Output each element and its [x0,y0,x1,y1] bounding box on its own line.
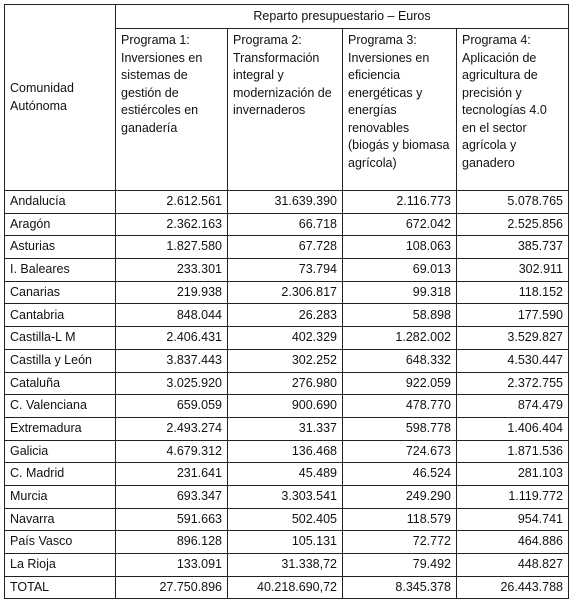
program-2-cell: 31.337 [228,417,343,440]
region-cell: TOTAL [5,576,116,599]
region-cell: Castilla y León [5,349,116,372]
program-1-cell: 848.044 [116,304,228,327]
region-cell: Aragón [5,213,116,236]
region-header: Comunidad Autónoma [5,5,116,191]
table-row [5,281,569,304]
program-1-cell: 591.663 [116,508,228,531]
program-4-cell: 26.443.788 [457,576,569,599]
program-4-cell: 281.103 [457,463,569,486]
program-1-header: Programa 1: Inversiones en sistemas de gestión de estiércoles en ganadería [116,29,228,191]
region-cell: Navarra [5,508,116,531]
program-2-cell: 3.303.541 [228,485,343,508]
program-1-cell: 231.641 [116,463,228,486]
program-4-cell: 464.886 [457,531,569,554]
program-3-cell: 1.282.002 [343,327,457,350]
program-2-cell: 73.794 [228,259,343,282]
table-row [5,236,569,259]
program-2-cell: 45.489 [228,463,343,486]
program-1-cell: 3.837.443 [116,349,228,372]
table-row [5,417,569,440]
program-4-cell: 954.741 [457,508,569,531]
program-3-header: Programa 3: Inversiones en eficiencia energéticas y energías renovables (biogás y biomasa agrícola) [343,29,457,191]
table-body [5,191,569,599]
region-cell: Castilla-L M [5,327,116,350]
program-3-cell: 8.345.378 [343,576,457,599]
program-2-cell: 31.338,72 [228,554,343,577]
region-cell: Canarias [5,281,116,304]
program-2-cell: 276.980 [228,372,343,395]
program-2-cell: 26.283 [228,304,343,327]
table-row [5,531,569,554]
program-4-cell: 1.406.404 [457,417,569,440]
table-row [5,372,569,395]
table-row [5,213,569,236]
region-cell: Asturias [5,236,116,259]
program-1-cell: 693.347 [116,485,228,508]
program-1-cell: 896.128 [116,531,228,554]
table-row [5,440,569,463]
budget-super-header: Reparto presupuestario – Euros [116,5,569,29]
program-3-cell: 72.772 [343,531,457,554]
table-row [5,327,569,350]
table-row [5,304,569,327]
program-2-cell: 40.218.690,72 [228,576,343,599]
program-4-cell: 2.525.856 [457,213,569,236]
program-3-cell: 478.770 [343,395,457,418]
region-cell: C. Valenciana [5,395,116,418]
program-1-cell: 4.679.312 [116,440,228,463]
program-2-cell: 31.639.390 [228,191,343,214]
program-3-cell: 598.778 [343,417,457,440]
program-4-cell: 3.529.827 [457,327,569,350]
program-4-header: Programa 4: Aplicación de agricultura de precisión y tecnologías 4.0 en el sector agrícola y ganadero [457,29,569,191]
program-2-cell: 302.252 [228,349,343,372]
program-3-cell: 648.332 [343,349,457,372]
program-4-cell: 118.152 [457,281,569,304]
program-2-header: Programa 2: Transformación integral y modernización de invernaderos [228,29,343,191]
program-2-cell: 105.131 [228,531,343,554]
program-1-cell: 2.493.274 [116,417,228,440]
region-cell: Andalucía [5,191,116,214]
program-2-cell: 502.405 [228,508,343,531]
program-3-cell: 2.116.773 [343,191,457,214]
program-2-cell: 136.468 [228,440,343,463]
program-4-cell: 4.530.447 [457,349,569,372]
program-3-cell: 922.059 [343,372,457,395]
region-cell: C. Madrid [5,463,116,486]
program-4-cell: 5.078.765 [457,191,569,214]
program-4-cell: 1.119.772 [457,485,569,508]
region-cell: Cantabria [5,304,116,327]
program-3-cell: 672.042 [343,213,457,236]
program-2-cell: 900.690 [228,395,343,418]
program-3-cell: 46.524 [343,463,457,486]
header-row-top [5,5,569,29]
program-4-cell: 1.871.536 [457,440,569,463]
region-cell: Murcia [5,485,116,508]
program-4-cell: 874.479 [457,395,569,418]
program-4-cell: 385.737 [457,236,569,259]
program-3-cell: 58.898 [343,304,457,327]
program-4-cell: 302.911 [457,259,569,282]
region-cell: Extremadura [5,417,116,440]
program-3-cell: 69.013 [343,259,457,282]
program-4-cell: 177.590 [457,304,569,327]
program-2-cell: 67.728 [228,236,343,259]
region-cell: I. Baleares [5,259,116,282]
region-cell: Galicia [5,440,116,463]
program-1-cell: 27.750.896 [116,576,228,599]
program-3-cell: 99.318 [343,281,457,304]
region-cell: País Vasco [5,531,116,554]
program-1-cell: 2.362.163 [116,213,228,236]
region-cell: La Rioja [5,554,116,577]
program-2-cell: 402.329 [228,327,343,350]
program-3-cell: 118.579 [343,508,457,531]
budget-table [4,4,569,599]
program-4-cell: 2.372.755 [457,372,569,395]
table-row [5,485,569,508]
table-row [5,191,569,214]
program-3-cell: 249.290 [343,485,457,508]
program-3-cell: 79.492 [343,554,457,577]
program-1-cell: 1.827.580 [116,236,228,259]
program-1-cell: 2.612.561 [116,191,228,214]
total-row [5,576,569,599]
program-1-cell: 659.059 [116,395,228,418]
program-1-cell: 3.025.920 [116,372,228,395]
program-2-cell: 66.718 [228,213,343,236]
table-row [5,508,569,531]
program-4-cell: 448.827 [457,554,569,577]
program-3-cell: 108.063 [343,236,457,259]
program-1-cell: 133.091 [116,554,228,577]
table-row [5,349,569,372]
program-1-cell: 233.301 [116,259,228,282]
program-2-cell: 2.306.817 [228,281,343,304]
table-row [5,395,569,418]
table-row [5,554,569,577]
region-cell: Cataluña [5,372,116,395]
program-1-cell: 219.938 [116,281,228,304]
table-row [5,463,569,486]
program-1-cell: 2.406.431 [116,327,228,350]
table-row [5,259,569,282]
program-3-cell: 724.673 [343,440,457,463]
